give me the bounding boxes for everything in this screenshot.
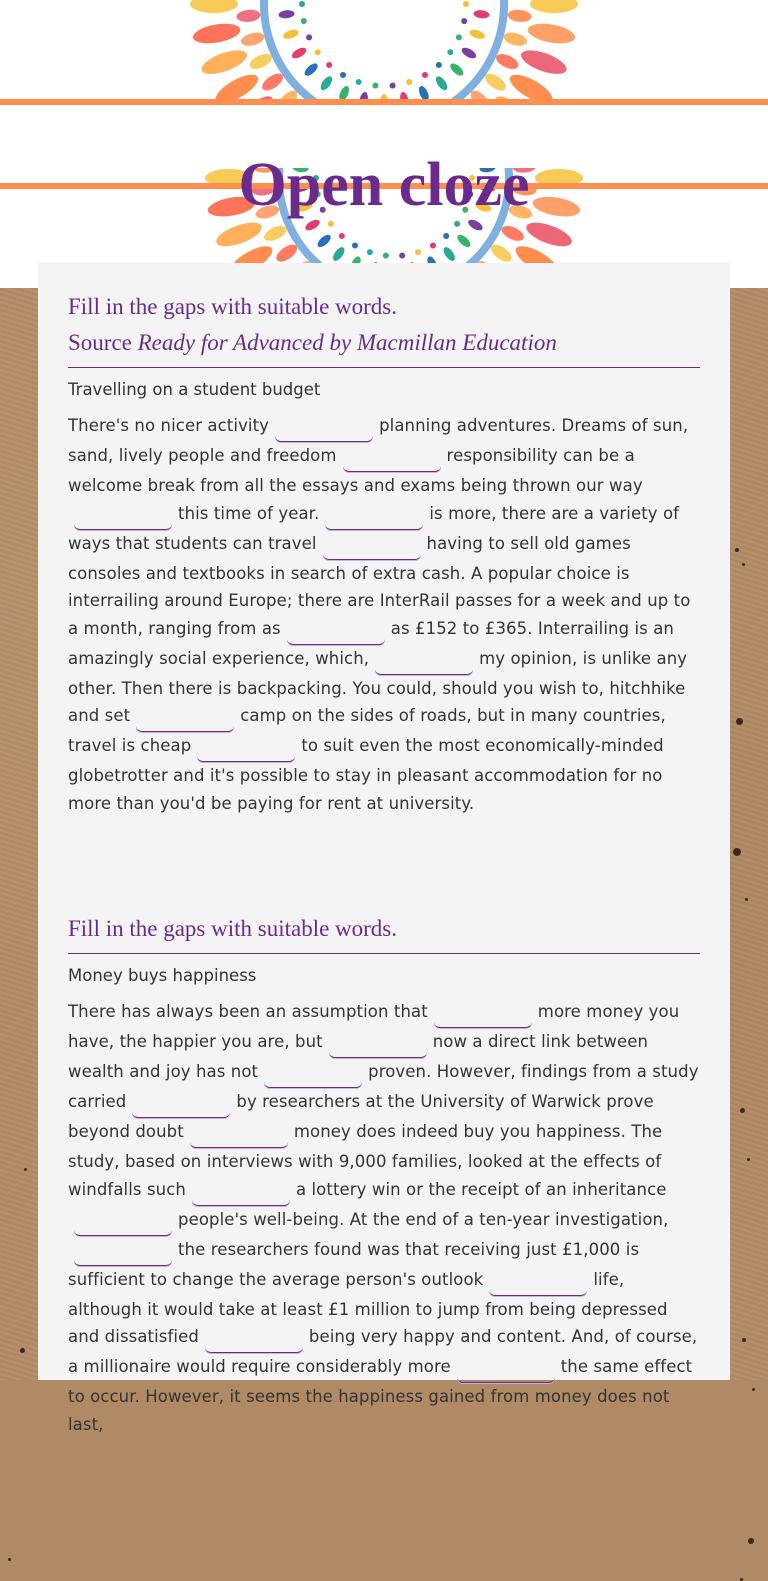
gap-input-1[interactable] (434, 1009, 532, 1028)
text-segment: is more, there are a variety of ways that students can travel (68, 503, 680, 553)
exercise-subtitle: Money buys happiness (68, 966, 257, 985)
gap-input-5[interactable] (323, 541, 421, 560)
gap-input-1[interactable] (275, 423, 373, 442)
gap-input-2[interactable] (329, 1039, 427, 1058)
gap-input-3[interactable] (264, 1069, 362, 1088)
text-segment: by researchers at the University of Warwick prove beyond doubt (68, 1092, 654, 1141)
text-segment: planning adventures. Dreams of sun, sand, lively people and freedom (68, 416, 689, 465)
text-segment: having to sell old games consoles and textbooks in search of extra cash. A popular choice is interrailing around Europe; there are InterRail passes for a week and up to a month, ranging from as (68, 533, 691, 638)
gap-input-5[interactable] (190, 1129, 288, 1148)
source-title: Ready for Advanced by Macmillan Education (137, 330, 557, 355)
exercise-section-2 (68, 911, 700, 1438)
mandala-top-decoration (184, 0, 584, 104)
text-segment: proven. However, findings from a study carried (68, 1062, 699, 1111)
text-segment: my opinion, is unlike any other. Then there is backpacking. You could, should you wish to, hitchhike and set (68, 648, 688, 725)
gap-input-9[interactable] (489, 1277, 587, 1296)
gap-input-11[interactable] (457, 1364, 555, 1383)
text-segment: people's well-being. At the end of a ten-year investigation, (178, 1209, 669, 1229)
page-title: Open cloze (238, 151, 530, 219)
text-segment: responsibility can be a welcome break from all the essays and exams being thrown our way (68, 446, 643, 495)
gap-input-2[interactable] (343, 453, 441, 472)
text-segment: this time of year. (178, 503, 320, 523)
instruction-text (68, 289, 700, 361)
gap-input-6[interactable] (287, 626, 385, 645)
gap-input-4[interactable] (132, 1099, 230, 1118)
instruction-line: Fill in the gaps with suitable words. (68, 294, 398, 319)
text-segment: life, although it would take at least £1 million to jump from being depressed and dissatisfied (68, 1269, 668, 1346)
gap-input-6[interactable] (192, 1187, 290, 1206)
gap-input-7[interactable] (74, 1217, 172, 1236)
text-segment: to suit even the most economically-minded globetrotter and it's possible to stay in pleasant accommodation for no more than you'd be paying for rent at university. (68, 736, 664, 813)
gap-input-4[interactable] (325, 511, 423, 530)
orange-stripe-top (0, 99, 768, 105)
instruction-line: Fill in the gaps with suitable words. (68, 916, 398, 941)
text-segment: money does indeed buy you happiness. The study, based on interviews with 9,000 families, looked at the effects of windfalls such (68, 1122, 663, 1199)
divider (68, 953, 700, 954)
exercise-section-1 (68, 289, 700, 817)
cloze-text (68, 412, 700, 817)
source-prefix: Source (68, 330, 138, 355)
exercise-subtitle: Travelling on a student budget (68, 380, 321, 399)
text-segment: more money you have, the happier you are, but (68, 1002, 680, 1051)
text-segment: camp on the sides of roads, but in many countries, travel is cheap (68, 706, 666, 755)
cloze-text (68, 998, 700, 1438)
gap-input-8[interactable] (136, 713, 234, 732)
divider (68, 367, 700, 368)
text-segment: the researchers found was that receiving just £1,000 is sufficient to change the average person's outlook (68, 1239, 640, 1289)
gap-input-9[interactable] (197, 743, 295, 762)
worksheet-card (38, 263, 730, 1434)
gap-input-10[interactable] (205, 1334, 303, 1353)
gap-input-7[interactable] (375, 656, 473, 675)
gap-input-3[interactable] (74, 511, 172, 530)
gap-input-8[interactable] (74, 1247, 172, 1266)
text-segment: now a direct link between wealth and joy has not (68, 1032, 649, 1081)
text-segment: the same effect to occur. However, it seems the happiness gained from money does not last, (68, 1357, 693, 1434)
instruction-text (68, 911, 700, 947)
text-segment: as £152 to £365. Interrailing is an amazingly social experience, which, (68, 618, 674, 668)
text-segment: being very happy and content. And, of course, a millionaire would require considerably more (68, 1327, 698, 1376)
text-segment: a lottery win or the receipt of an inheritance (295, 1179, 667, 1199)
text-segment: There's no nicer activity (68, 416, 270, 435)
text-segment: There has always been an assumption that (68, 1002, 428, 1021)
header-banner (0, 0, 768, 288)
